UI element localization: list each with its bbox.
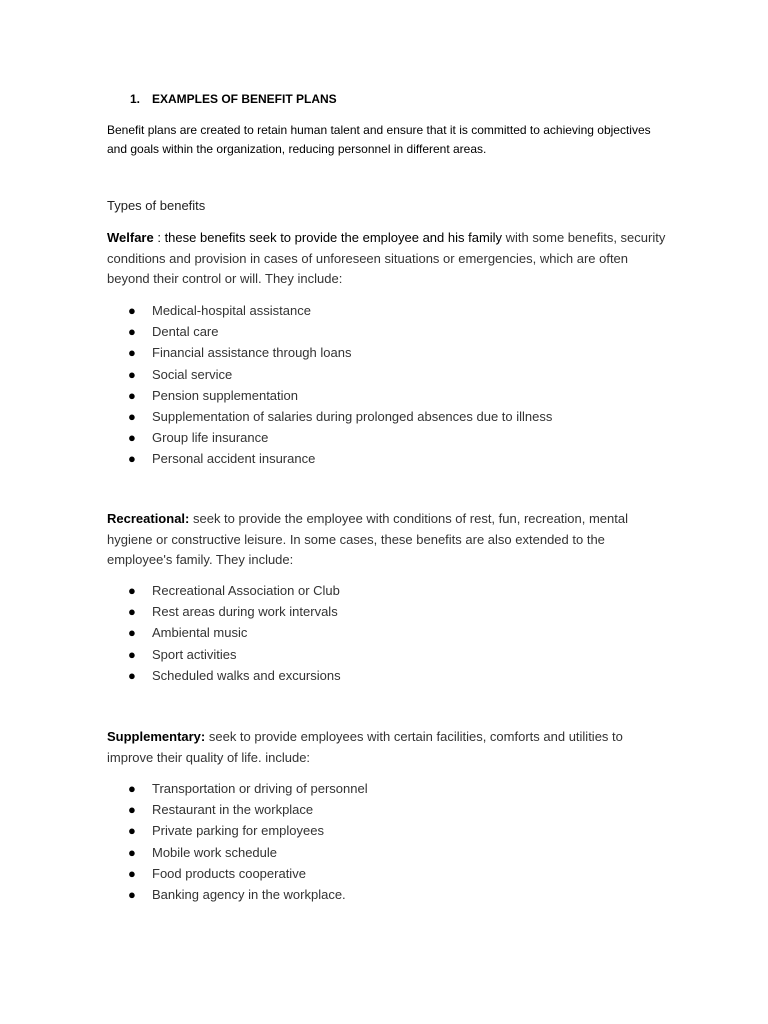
bullet-icon: ● bbox=[128, 303, 136, 318]
list-item: ● Restaurant in the workplace bbox=[128, 799, 368, 820]
supplementary-lead: Supplementary: bbox=[107, 729, 206, 744]
bullet-icon: ● bbox=[128, 667, 136, 683]
bullet-icon: ● bbox=[128, 583, 136, 598]
list-item: ● Financial assistance through loans bbox=[128, 342, 552, 363]
list-item: ● Dental care bbox=[128, 321, 552, 342]
list-item: ● Ambiental music bbox=[128, 622, 341, 643]
supplementary-paragraph bbox=[107, 727, 667, 768]
bullet-icon: ● bbox=[128, 865, 136, 881]
heading-number: 1. bbox=[130, 92, 141, 106]
recreational-text: seek to provide the employee with conditions of rest, fun, recreation, mental hygiene or constructive leisure. In some cases, these benefits are also extended to the employee's family. They include: bbox=[107, 511, 628, 567]
recreational-lead: Recreational: bbox=[107, 511, 190, 526]
list-item: ● Scheduled walks and excursions bbox=[128, 665, 341, 686]
welfare-lead-suffix: : these benefits seek to provide the employee and his family bbox=[153, 230, 503, 245]
welfare-paragraph bbox=[107, 228, 667, 290]
bullet-icon: ● bbox=[128, 886, 136, 902]
bullet-icon: ● bbox=[128, 387, 136, 403]
bullet-icon: ● bbox=[128, 646, 136, 662]
list-item: ● Sport activities bbox=[128, 644, 341, 665]
intro-paragraph: Benefit plans are created to retain human talent and ensure that it is committed to achieving objectives and goals within the organization, reducing personnel in different areas. bbox=[107, 123, 651, 156]
bullet-icon: ● bbox=[128, 823, 136, 839]
list-item: ● Food products cooperative bbox=[128, 863, 368, 884]
list-item: ● Pension supplementation bbox=[128, 385, 552, 406]
bullet-icon: ● bbox=[128, 366, 136, 382]
supplementary-text: seek to provide employees with certain facilities, comforts and utilities to improve their quality of life. include: bbox=[107, 729, 623, 765]
list-item: ● Rest areas during work intervals bbox=[128, 601, 341, 622]
bullet-icon: ● bbox=[128, 345, 136, 361]
list-item: ● Supplementation of salaries during prolonged absences due to illness bbox=[128, 406, 552, 427]
bullet-icon: ● bbox=[128, 604, 136, 620]
bullet-icon: ● bbox=[128, 625, 136, 641]
welfare-text: with some benefits, security conditions and provision in cases of unforeseen situations or emergencies, which are often beyond their control or will. They include: bbox=[107, 230, 666, 286]
list-item: ● Private parking for employees bbox=[128, 820, 368, 841]
types-label: Types of benefits bbox=[107, 198, 206, 213]
bullet-icon: ● bbox=[128, 324, 136, 340]
recreational-list bbox=[128, 580, 341, 686]
list-item: ● Mobile work schedule bbox=[128, 842, 368, 863]
list-item: ● Personal accident insurance bbox=[128, 448, 552, 469]
supplementary-list bbox=[128, 778, 368, 905]
list-item: ● Group life insurance bbox=[128, 427, 552, 448]
list-item: ● Medical-hospital assistance bbox=[128, 300, 552, 321]
recreational-paragraph bbox=[107, 509, 667, 571]
bullet-icon: ● bbox=[128, 430, 136, 446]
bullet-icon: ● bbox=[128, 844, 136, 860]
bullet-icon: ● bbox=[128, 408, 136, 424]
list-item: ● Banking agency in the workplace. bbox=[128, 884, 368, 905]
welfare-lead: Welfare bbox=[107, 230, 154, 245]
bullet-icon: ● bbox=[128, 451, 136, 467]
welfare-list bbox=[128, 300, 552, 470]
bullet-icon: ● bbox=[128, 802, 136, 818]
heading-title: EXAMPLES OF BENEFIT PLANS bbox=[152, 92, 337, 106]
list-item: ● Social service bbox=[128, 364, 552, 385]
list-item: ● Transportation or driving of personnel bbox=[128, 778, 368, 799]
section-heading bbox=[130, 92, 337, 106]
list-item: ● Recreational Association or Club bbox=[128, 580, 341, 601]
bullet-icon: ● bbox=[128, 781, 136, 796]
